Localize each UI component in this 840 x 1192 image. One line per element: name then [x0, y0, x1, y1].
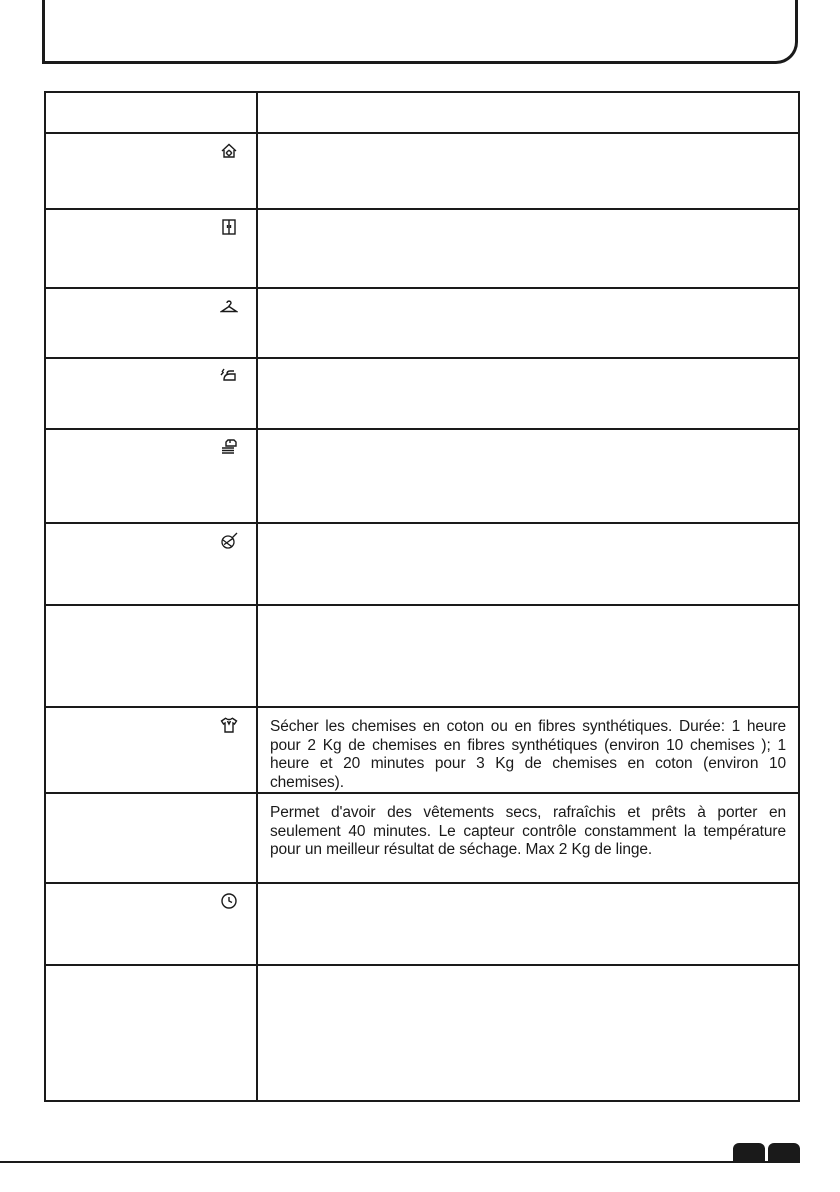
table-row [45, 883, 799, 965]
header-box [42, 0, 798, 64]
table-row [45, 793, 799, 883]
table-row [45, 429, 799, 523]
program-description [258, 524, 798, 534]
program-description: Sécher les chemises en coton ou en fibres synthétiques. Durée: 1 heure pour 2 Kg de chemises en fibres synthétiques (environ 10 chemises ); 1 heure et 20 minutes pour 3 Kg de chemises en coton (environ 10 chemises). [270, 718, 786, 791]
table-row [45, 209, 799, 288]
program-name-cell [45, 288, 257, 358]
shirt-icon [220, 716, 238, 734]
iron-icon [220, 367, 238, 385]
program-name-cell [45, 209, 257, 288]
house-gear-icon [220, 142, 238, 160]
program-description [258, 884, 798, 894]
table-row [45, 358, 799, 429]
table-row [45, 288, 799, 358]
program-description [258, 606, 798, 616]
clock-icon [220, 892, 238, 910]
program-name-cell [45, 707, 257, 793]
program-description-cell [257, 209, 799, 288]
program-description-cell [257, 523, 799, 605]
program-description-cell [257, 429, 799, 523]
program-name-cell [45, 358, 257, 429]
program-description-cell [257, 133, 799, 209]
program-name-cell [45, 133, 257, 209]
program-description [258, 430, 798, 440]
hanger-icon [220, 297, 238, 315]
table-header-row [45, 92, 799, 133]
header-cell-description [257, 92, 799, 133]
program-description [258, 289, 798, 299]
wardrobe-icon [220, 218, 238, 236]
table-row [45, 523, 799, 605]
header-cell-program [45, 92, 257, 133]
program-description-cell [257, 288, 799, 358]
program-description [258, 134, 798, 144]
program-table [44, 91, 800, 1102]
program-description-cell [257, 605, 799, 707]
program-description-cell [257, 883, 799, 965]
table-row [45, 133, 799, 209]
program-description-cell [257, 793, 799, 883]
table-row [45, 965, 799, 1101]
page-number-tab-left [733, 1143, 765, 1163]
footer-line [0, 1161, 800, 1163]
program-name-cell [45, 965, 257, 1101]
program-description-cell [257, 707, 799, 793]
table-row [45, 707, 799, 793]
program-description-cell [257, 965, 799, 1101]
program-name-cell [45, 883, 257, 965]
program-name-cell [45, 793, 257, 883]
program-name-cell [45, 605, 257, 707]
program-name-cell [45, 523, 257, 605]
program-name-cell [45, 429, 257, 523]
program-description [258, 966, 798, 976]
page-number-tab-right [768, 1143, 800, 1163]
program-description [258, 210, 798, 220]
program-description: Permet d'avoir des vêtements secs, rafraîchis et prêts à porter en seulement 40 minutes. Le capteur contrôle constamment la température pour un meilleur résultat de séchage. Max 2 Kg de linge. [270, 804, 786, 858]
wool-ball-icon [220, 532, 238, 550]
table-row [45, 605, 799, 707]
program-description-cell [257, 358, 799, 429]
stacked-clothes-icon [220, 438, 238, 456]
program-description [258, 359, 798, 369]
